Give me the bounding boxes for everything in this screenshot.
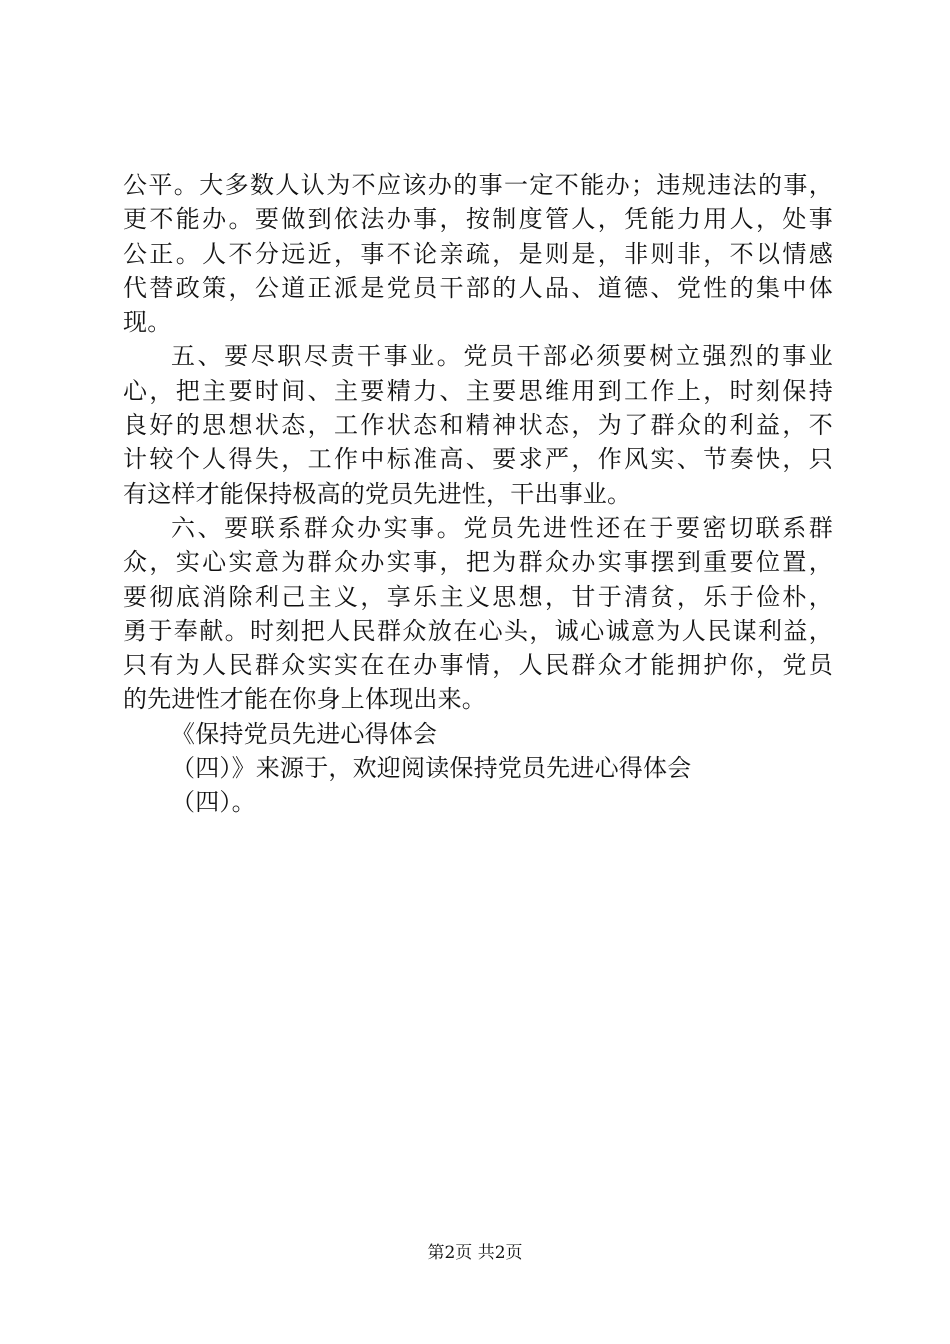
text-line: 公正。人不分远近，事不论亲疏，是则是，非则非，不以情感 xyxy=(123,239,833,268)
source-note-line: （四）。 xyxy=(171,788,256,817)
text-line: 更不能办。要做到依法办事，按制度管人，凭能力用人，处事 xyxy=(123,205,833,234)
text-line: 勇于奉献。时刻把人民群众放在心头，诚心诚意为人民谋利益， xyxy=(123,616,833,645)
text-line: 有这样才能保持极高的党员先进性，干出事业。 xyxy=(123,479,632,508)
text-line: 心，把主要时间、主要精力、主要思维用到工作上，时刻保持 xyxy=(123,376,833,405)
page-footer xyxy=(0,1241,950,1265)
document-body xyxy=(123,168,833,820)
text-line: 众，实心实意为群众办实事，把为群众办实事摆到重要位置， xyxy=(123,548,833,577)
paragraph-heading-six: 六、要联系群众办实事。党员先进性还在于要密切联系群 xyxy=(171,513,833,542)
text-line: 代替政策，公道正派是党员干部的人品、道德、党性的集中体 xyxy=(123,273,833,302)
source-note-line: （四）》来源于，欢迎阅读保持党员先进心得体会 xyxy=(171,754,692,783)
page-number-label: 第2页 共2页 xyxy=(427,1243,523,1263)
text-line: 计较个人得失，工作中标准高、要求严，作风实、节奏快，只 xyxy=(123,445,833,474)
text-line: 良好的思想状态，工作状态和精神状态，为了群众的利益，不 xyxy=(123,411,833,440)
text-line: 现。 xyxy=(123,308,172,337)
text-line: 要彻底消除利己主义，享乐主义思想，甘于清贫，乐于俭朴， xyxy=(123,582,833,611)
source-note-line: 《保持党员先进心得体会 xyxy=(171,719,438,748)
text-line: 公平。大多数人认为不应该办的事一定不能办；违规违法的事， xyxy=(123,171,833,199)
text-line: 只有为人民群众实实在在办事情，人民群众才能拥护你，党员 xyxy=(123,651,833,680)
paragraph-heading-five: 五、要尽职尽责干事业。党员干部必须要树立强烈的事业 xyxy=(171,342,833,371)
text-line: 的先进性才能在你身上体现出来。 xyxy=(123,685,486,714)
